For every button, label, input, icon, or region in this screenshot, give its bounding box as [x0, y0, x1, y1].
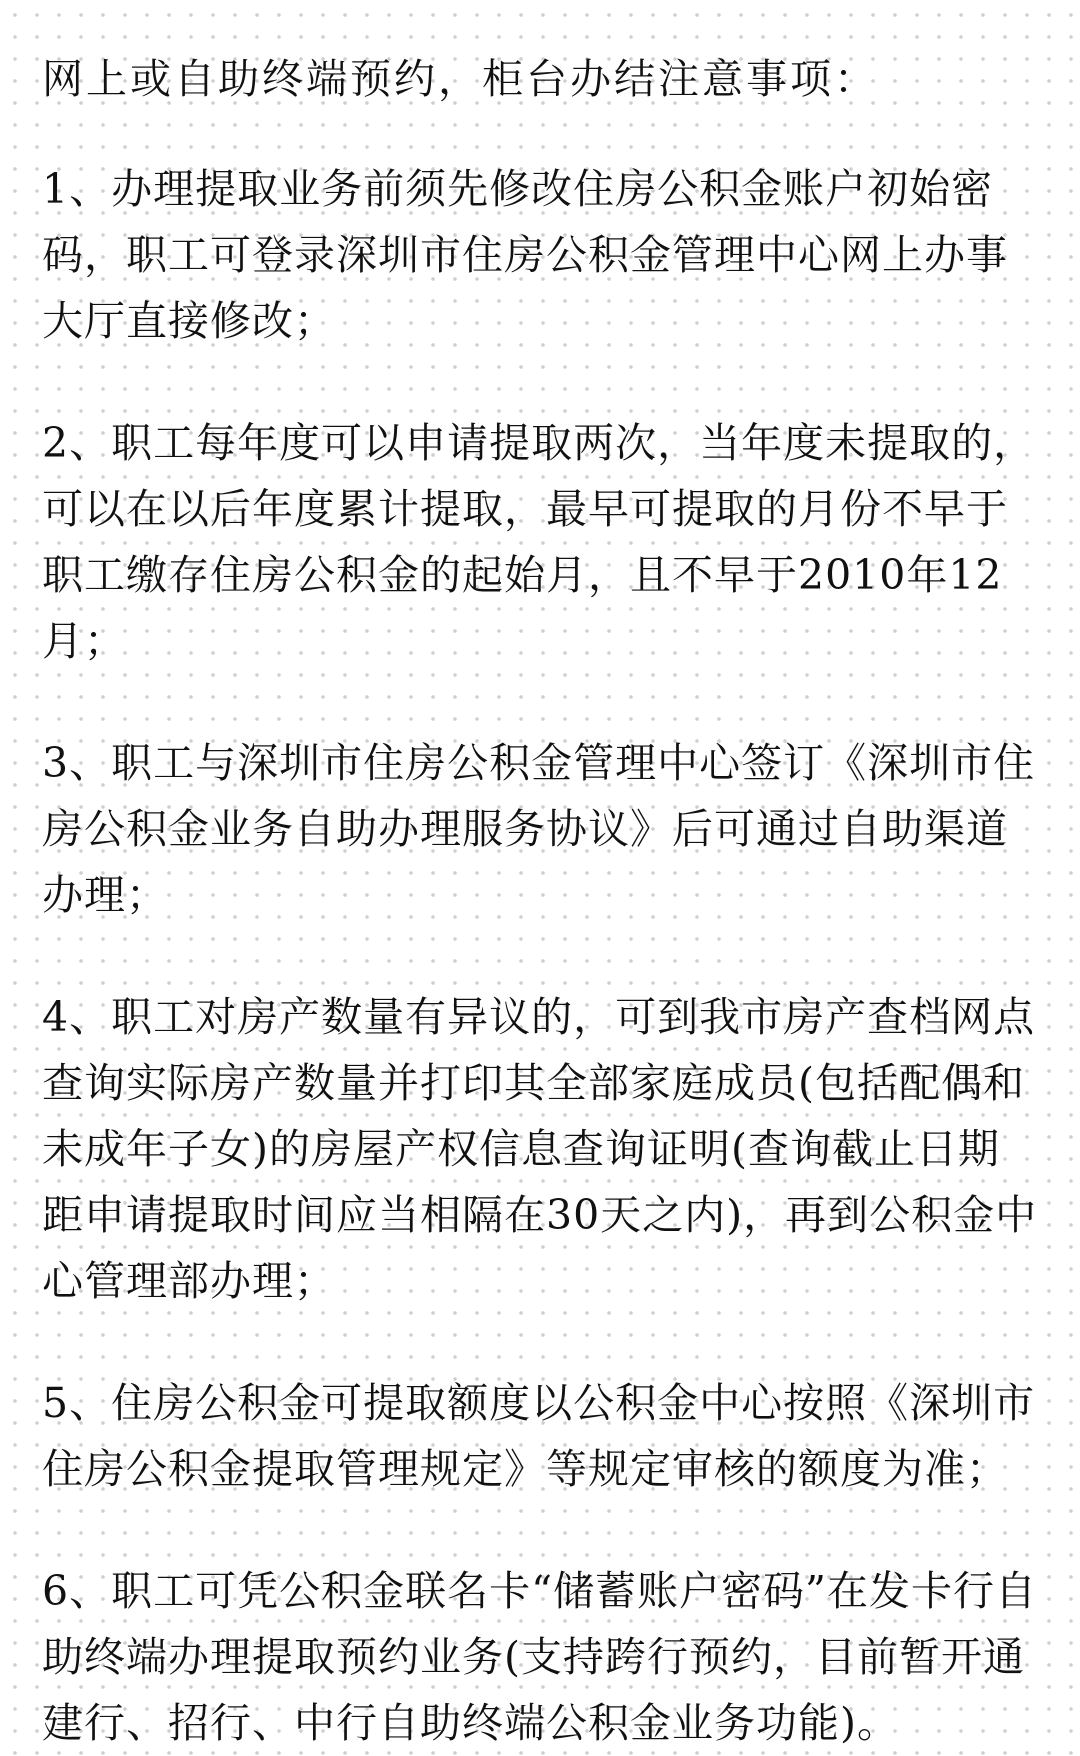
notice-item-6: 6、职工可凭公积金联名卡“储蓄账户密码”在发卡行自助终端办理提取预约业务(支持跨行预约，目前暂开通建行、招行、中行自助终端公积金业务功能)。 [42, 1567, 1038, 1747]
notice-item-3: 3、职工与深圳市住房公积金管理中心签订《深圳市住房公积金业务自助办理服务协议》后可通过自助渠道办理； [42, 739, 1036, 919]
notice-item-1: 1、办理提取业务前须先修改住房公积金账户初始密码，职工可登录深圳市住房公积金管理中心网上办事大厅直接修改； [42, 165, 1008, 345]
notice-title: 网上或自助终端预约，柜台办结注意事项： [42, 55, 878, 103]
notice-item-2: 2、职工每年度可以申请提取两次，当年度未提取的，可以在以后年度累计提取，最早可提取的月份不早于职工缴存住房公积金的起始月，且不早于2010年12月； [42, 419, 1036, 665]
notice-item-4: 4、职工对房产数量有异议的，可到我市房产查档网点查询实际房产数量并打印其全部家庭成员(包括配偶和未成年子女)的房屋产权信息查询证明(查询截止日期距申请提取时间应当相隔在30天之内)，再到公积金中心管理部办理； [42, 993, 1038, 1305]
notice-item-5: 5、住房公积金可提取额度以公积金中心按照《深圳市住房公积金提取管理规定》等规定审核的额度为准； [42, 1379, 1036, 1493]
